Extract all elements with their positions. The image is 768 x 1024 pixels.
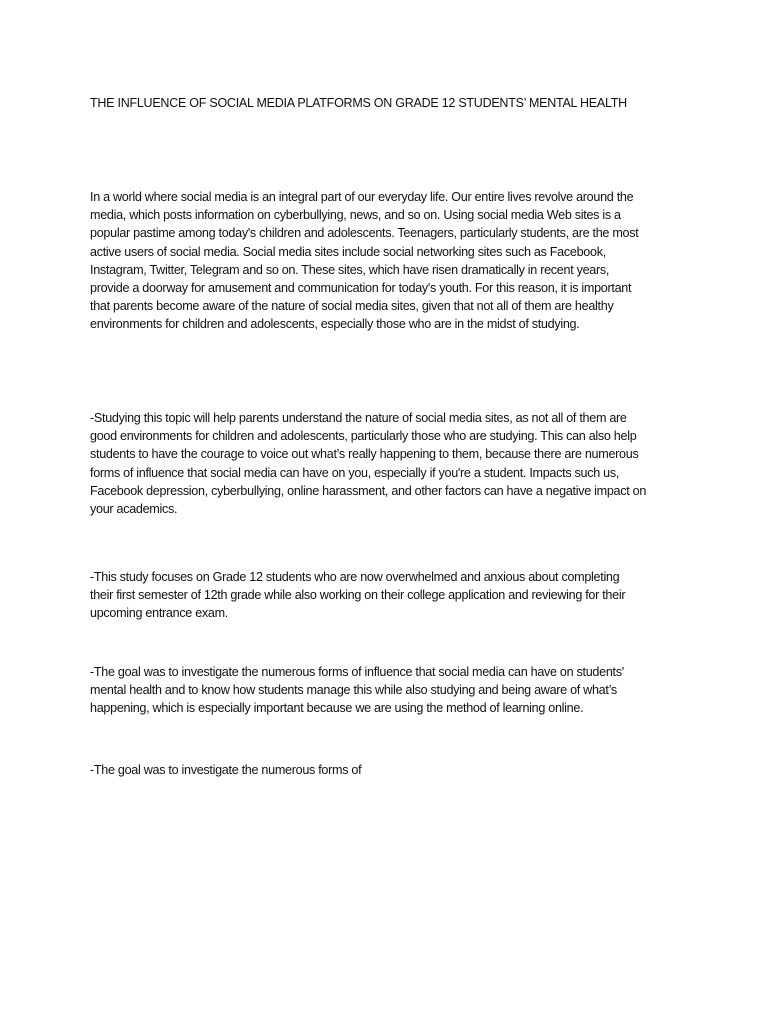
paragraph-line: upcoming entrance exam. <box>90 606 229 621</box>
paragraph-line: Facebook depression, cyberbullying, online harassment, and other factors can have a negative impact on <box>90 483 647 498</box>
paragraph-line: provide a doorway for amusement and communication for today's youth. For this reason, it is important <box>90 281 632 296</box>
paragraph-line: forms of influence that social media can have on you, especially if you're a student. Impacts such us, <box>90 465 620 480</box>
paragraph-goal <box>90 663 682 718</box>
paragraph-line: media, which posts information on cyberbullying, news, and so on. Using social media Web sites is a <box>90 208 621 223</box>
paragraph-line: your academics. <box>90 502 178 517</box>
paragraph-line: students to have the courage to voice out what’s really happening to them, because there are numerous <box>90 447 639 462</box>
paragraph-introduction <box>90 188 682 334</box>
paragraph-line: -The goal was to investigate the numerous forms of <box>90 763 362 777</box>
paragraph-line: Instagram, Twitter, Telegram and so on. These sites, which have risen dramatically in recent years, <box>90 262 610 277</box>
paragraph-line: popular pastime among today's children and adolescents. Teenagers, particularly students, are the most <box>90 226 639 241</box>
document-title: THE INFLUENCE OF SOCIAL MEDIA PLATFORMS ON GRADE 12 STUDENTS’ MENTAL HEALTH <box>90 96 627 110</box>
paragraph-line: -Studying this topic will help parents understand the nature of social media sites, as not all of them are <box>90 411 627 425</box>
paragraph-line: -The goal was to investigate the numerous forms of influence that social media can have on students' <box>90 665 624 679</box>
paragraph-line: good environments for children and adolescents, particularly those who are studying. This can also help <box>90 429 637 444</box>
paragraph-line: happening, which is especially important because we are using the method of learning online. <box>90 701 584 716</box>
paragraph-line: environments for children and adolescents, especially those who are in the midst of studying. <box>90 317 580 332</box>
paragraph-goal-fragment <box>90 761 682 779</box>
paragraph-line: mental health and to know how students manage this while also studying and being aware of what’s <box>90 683 617 698</box>
paragraph-scope <box>90 568 682 623</box>
paragraph-line: active users of social media. Social media sites include social networking sites such as Facebook, <box>90 244 606 259</box>
paragraph-line: their first semester of 12th grade while also working on their college application and reviewing for their <box>90 588 626 603</box>
paragraph-line: In a world where social media is an integral part of our everyday life. Our entire lives revolve around the <box>90 190 634 204</box>
paragraph-line: that parents become aware of the nature of social media sites, given that not all of them are healthy <box>90 299 614 314</box>
paragraph-line: -This study focuses on Grade 12 students who are now overwhelmed and anxious about completing <box>90 570 620 584</box>
paragraph-significance <box>90 409 682 518</box>
